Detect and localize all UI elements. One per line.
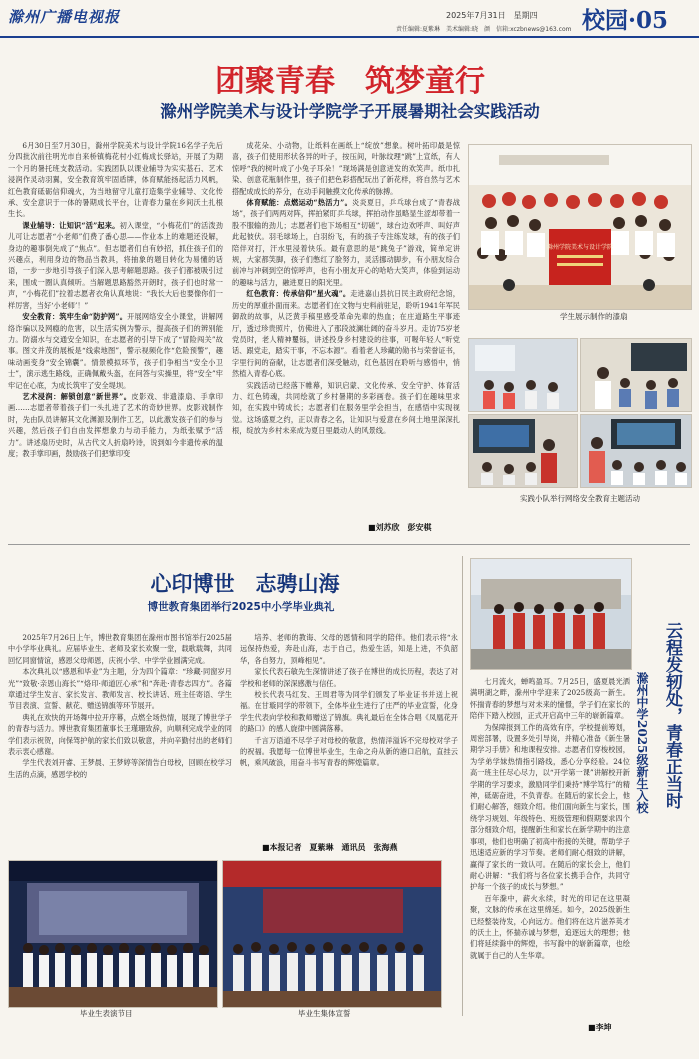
banner-text: 滁州学院美术与设计学院 <box>546 244 614 251</box>
staff-credits: 责任编辑:夏紫琳 美术编辑:晓 颜 信箱:xczbnews@163.com <box>396 26 572 33</box>
photo-graduation-performance <box>8 860 218 1008</box>
photo3-caption: 毕业生表演节目 <box>80 1009 133 1018</box>
article1-paragraph: 成花朵、小动物，让纸料在画纸上“绽放”想象。树叶拓印最是惊喜，孩子们使用形状各异的叶子，按压间，叶脉纹理“跳”上宣纸，有人惊呼“我的树叶成了小兔子耳朵！”现场满是创意迸发的欢笑声。纸巾扎染、创意花瓶制作里，孩子们把色彩搭配玩出了新花样，将自然与艺术搭配成成长的养分，在动手间触摸文化传承的脉搏。 <box>232 141 460 196</box>
article2-column-2 <box>240 632 458 837</box>
newspaper-logo: 滁州广播电视报 <box>8 8 121 26</box>
article3-subhead: 滁州中学2025级新生入校 <box>635 672 649 814</box>
article1-headline: 团聚青春 筑梦童行 <box>215 64 485 99</box>
article2-paragraph: 本次典礼以“感恩和毕业”为主题，分为四个篇章：“珍藏·同窗岁月光”“致敬·亲恩山海长”“烙印·师道匠心承”和“奔赴·青春志四方”。各篇章通过学生发言、家长发言、教师发言、校长讲话、班主任寄语、学生节目表演、宣誓、献花、赠送锦旗等环节展开。 <box>8 667 232 711</box>
article2-paragraph: 学生代表刘开睿、王梦晨、王梦婷等深情告白母校，回顾在校学习生活的点滴，感恩学校的 <box>8 758 232 779</box>
photo-new-students-image <box>471 559 631 669</box>
photo-classroom-3-image <box>469 415 577 487</box>
article1-subhead: 滁州学院美术与设计学院学子开展暑期社会实践活动 <box>160 102 540 121</box>
issue-date: 2025年7月31日 星期四 <box>446 11 538 20</box>
photo-graduation-performance-image <box>9 861 217 1007</box>
section-divider <box>8 544 690 545</box>
article1-paragraph: 实践活动已经落下帷幕，知识启蒙、文化传承、安全守护、体育活力、红色铸魂，共同绘就了乡村暑期的多彩画卷。孩子们在趣味里求知，在实践中铸成长；志愿者们在服务里学会担当，在感悟中实现视觉。这场盛夏之约，正以青春之名，让知识与爱意在乡间土地里深深扎根，绽放为乡村未来成为夏日里最动人的风景线。 <box>232 380 460 436</box>
article3-paragraph: 百年滁中，薪火永续，时光的印记在这里凝聚，文脉的传承在这里绵延。如今，2025级新生已经整装待发，心向远方。他们将在这片滋养英才的沃土上，怀揣赤诚与梦想，追逐远大的理想；他们将延续滁中的辉煌，书写滁中的崭新篇章，也绘就属于自己的人生华章。 <box>470 893 630 960</box>
article2-headline: 心印博世 志骋山海 <box>150 571 340 596</box>
photo-classroom-4 <box>580 414 692 488</box>
photo-graduation-oath <box>222 860 442 1008</box>
article2-paragraph: 培养、老师的教诲、父母的恩情和同学的陪伴。他们表示将“永远保持热爱，奔赴山海，志于自己，热爱生活，知是上进，不负韶华，各自努力，顶峰相见”。 <box>240 633 458 665</box>
article3-headline: 云程发轫处，青春正当时 <box>662 622 682 809</box>
article1-column-2 <box>232 140 460 520</box>
article2-paragraph: 典礼在欢快的开场舞中拉开序幕，点燃全场热情，展现了博世学子的青春与活力。博世教育集团董事长王瑾珊致辞，向顺利完成学业的同学们表示祝贺，向保驾护航的家长们致以敬意，并向辛勤付出的老师们表示衷心感谢。 <box>8 712 232 757</box>
article3-paragraph: 为保障报到工作的高效有序，学校提前筹划，周密部署，设置多处引导岗，并精心准备《新生暑期学习手册》和地课程安排。志愿者们穿梭校园，为学弟学妹热情指引路线，悉心分享经验。24位高一班主任尽心尽力，以“开学第一课”讲解校开新学期的学习要求，激励同学们秉持“博学笃行”的精神，砥砺奋进，不负青春。在随后的家长会上，他们耐心解答，细致介绍。他们面向新生与家长，围绕学习规划、年级特色、班级管理和假期要求四个部分细致介绍，提醒新生和家长在新学期中的注意事项，他们也明确了初高中衔接的关键，帮助学子迅速适应新的学习节奏。老师们耐心细致的讲解，赢得了家长的一致认可。在随后的家长会上，他们耐心讲解：“我们将与各位家长携手合作，共同守护每一个孩子的成长与梦想。” <box>470 722 630 892</box>
article1-paragraph: 红色教育：传承信仰“星火魂”。走进嘉山县抗日民主政府纪念馆，历史的厚重扑面而来。志愿者们在文物与史料前驻足，聆听1941年军民御敌的故事，从泛黄手稿里感受革命先辈的热血；在庄道路生平事迹厅，透过珍贵照片，仿佛进入了那段波澜壮阔的奋斗岁月。走访75岁老党员时，老人精神矍铄，讲述投身乡村建设的往事，可喔年轻人“听党话、跟党走，踏实干事，不忘本源”。看着老人珍藏的勋书与荣誉证书，字里行间的奋献，让志愿者们深受触动，红色基因在聆听与感悟中，悄然植入青春心底。 <box>232 289 460 379</box>
section-title: 校园·05 <box>582 7 669 34</box>
article2-paragraph: 千言万语道不尽学子对母校的敬意，热情洋溢诉不完母校对学子的祝福。我愿每一位博世毕业生，生命之舟从新的港口启航，直挂云帆，乘风破浪，用奋斗书写青春的辉煌篇章。 <box>240 735 458 768</box>
photo-classroom-1-image <box>469 339 577 411</box>
photo-classroom-3 <box>468 414 578 488</box>
article2-column-1 <box>8 632 232 852</box>
photo-classroom-2-image <box>581 339 691 411</box>
photo-students-fans <box>468 144 692 310</box>
photo-graduation-oath-image <box>223 861 441 1007</box>
article1-paragraph: 体育赋能：点燃运动“热活力”。炎炎夏日，乒乓球台成了“青春战场”，孩子们两两对阵，挥拍紧盯乒乓球，挥拍动作虽略显生涩却带着一股不服输的劲儿；志愿者们也下场相互“切磋”，球台边欢呼声、叫好声此起彼伏。羽毛球场上，白羽纷飞，有的孩子专注练发球，有的孩子们陪伴对打，汗水里浸着快乐。最有意思的是“跳兔子”游戏，简单定讲规，大家都笑脚，孩子们憋红了脸努力，灵活挪动脚步，有小朋友综合前冲与冲刺到空的惊呼声，也有小朋友开心的哈哈大笑声，体验到运动的趣味与活力，融进夏日的阳光里。 <box>232 198 460 287</box>
article1-column-1 <box>8 140 223 532</box>
article3-byline: ■李坤 <box>588 1023 612 1032</box>
article2-paragraph: 家长代表石敏先生深情讲述了孩子在博世的成长历程，表达了对学校和老师的深深感激与信任。 <box>240 667 458 688</box>
photo1-caption: 学生展示制作的漆扇 <box>560 312 628 321</box>
article1-paragraph: 安全教育：筑牢生命“防护网”。开展网络安全小课堂，讲解网络诈骗以及网瘾的危害，以生活实例为警示，提高孩子们的辨别能力。防溺水与交通安全知识，在志愿者的引导下成了“冒险闯关”故事。图文并茂的展板是“线索地图”，警示视频化作“危险预警”，趣味动画变身“安全锦囊”。情景模拟环节，孩子们争相当“安全小卫士”，演示逃生路线，正确佩戴头盔，在问答与实操里，将“安全”牢牢记在心底，为成长筑牢了安全堤坝。 <box>8 312 223 390</box>
photo-classroom-2 <box>580 338 692 412</box>
column-divider <box>462 556 463 1016</box>
article2-paragraph: 2025年7月26日上午，博世教育集团在滁州市图书馆举行2025届中小学毕业典礼。应届毕业生、老师及家长欢聚一堂，载歌载舞，共同回忆同窗情谊，感恩父母师恩，庆祝小学、中学学业圆满完成。 <box>8 633 232 665</box>
article2-paragraph: 校长代表马红发、王周君等为同学们颁发了毕业证书并送上祝福。在甘璇同学的带领下，全体毕业生进行了庄严的毕业宣誓，化身学生代表向学校和教师赠送了锦旗。典礼最后在全体合唱《凤凰花开的路口》的感人旋律中圆满落幕。 <box>240 690 458 734</box>
article2-byline: ■本报记者 夏紫琳 通讯员 张海燕 <box>262 843 398 852</box>
photo-classroom-4-image <box>581 415 691 487</box>
photo-new-students <box>470 558 632 670</box>
photo-students-fans-image <box>469 145 691 309</box>
photo4-caption: 毕业生集体宣誓 <box>298 1009 351 1018</box>
article3-column <box>470 676 630 1012</box>
article1-byline: ■刘苏欣 彭安棋 <box>368 523 432 532</box>
photo2-caption: 实践小队举行网络安全教育主题活动 <box>520 494 640 503</box>
article3-paragraph: 七月流火，蝉鸣盈耳。7月25日，盛夏晨光洒满明湖之畔，滁州中学迎来了2025级高一新生。怀揣青春的梦想与对未来的憧憬，学子们在家长的陪伴下踏入校园，正式开启高中三年的崭新篇章。 <box>470 677 630 721</box>
article1-paragraph: 课业辅导：让知识“活”起来。初入课堂，“小梅花们”的活泼劲儿可让志愿者“小老师”们费了番心思——作业本上的难题还没解，身边的趣事倒先成了“焦点”。但志愿者们自有妙招，抓住孩子们的兴趣点，利用身边的物品当教具，将抽象的题目转化为易懂的话语，一步一步地引导孩子们深入思考解题思路。孩子们都被吸引过来，围成一圈认真倾听。当解题思路豁然开朗时，孩子们也时常一声，“小梅花们”拉着志愿者衣角认真地说：“我长大后也要像你们一样厉害，当好‘小老师’！” <box>8 220 223 310</box>
photo-classroom-1 <box>468 338 578 412</box>
header-rule <box>0 36 699 38</box>
article2-subhead: 博世教育集团举行2025中小学毕业典礼 <box>147 601 335 613</box>
article1-paragraph: 6月30日至7月30日，滁州学院美术与设计学院16名学子先后分四批次前往明光市自来桥镇梅花村小红梅成长驿站，开展了为期一个月的暑托班支教活动。实践团队以课业辅导为实实基石、艺术浸润作灵动羽翼，安全教育筑牢固盾牌，体育赋能扬起活力风帆，红色教育砥砺信仰魂火，为当地留守儿童打造集学业辅导、文化传承、安全意识于一体的暑期成长平台，让青春力量在乡间沃土扎根生长。 <box>8 141 223 219</box>
article1-paragraph: 艺术浸润：解锁创意“新世界”。皮影戏、非遗漆扇、手拿印画……志愿者带着孩子们一头扎进了艺术的奇妙世界。皮影戏制作时，先由队员讲解其文化渊源及制作工艺，以此激发孩子们的参与兴趣，然后孩子们自由发挥想象力与动手能力，为纸张赋予“活力”。讲述扇历史时，从古代文人折扇吟诗，说到如今非遗传承的温度；教手掌印画，鼓励孩子们把掌印变 <box>8 391 223 458</box>
